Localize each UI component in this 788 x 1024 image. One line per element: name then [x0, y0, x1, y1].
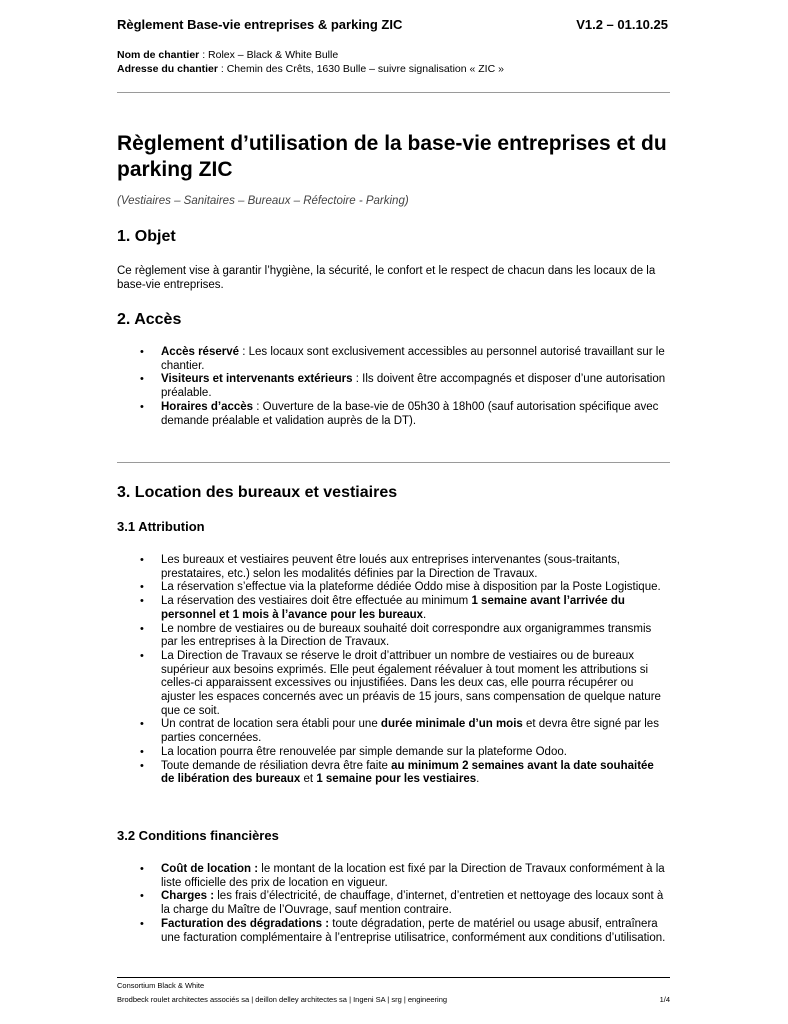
heading-acces: 2. Accès [117, 311, 182, 328]
list-item-bold: 1 semaine pour les vestiaires [316, 773, 477, 786]
list-item-text: : Les locaux sont exclusivement accessibles au personnel autorisé travaillant sur le chantier. [161, 346, 665, 372]
list-item [140, 554, 670, 581]
list-item [140, 595, 670, 622]
page-header [117, 17, 668, 32]
list-item-bold: Charges : [161, 890, 215, 903]
list-item-text: : Ouverture de la base-vie de 05h30 à 18h00 (sauf autorisation spécifique avec demande préalable et validation auprès de la DT). [161, 400, 659, 427]
list-item-text: . [476, 773, 480, 786]
list-item [140, 401, 670, 428]
list-item-text: Toute demande de résiliation devra être faite [161, 759, 392, 772]
list-item-text: Les bureaux et vestiaires peuvent être loués aux entreprises intervenantes (sous-traitants, prestataires, etc.) selon les modalités définies par la Direction de Travaux. [161, 554, 620, 580]
list-item [140, 746, 670, 760]
heading-attribution: 3.1 Attribution [117, 519, 205, 534]
list-item-bold: Coût de location : [161, 863, 259, 875]
list-item-text: et [300, 773, 317, 786]
list-item-text: La location pourra être renouvelée par simple demande sur la plateforme Odoo. [161, 745, 567, 758]
list-item-text: Un contrat de location sera établi pour une [161, 718, 381, 731]
heading-objet: 1. Objet [117, 228, 176, 245]
list-item-text: le montant de la location est fixé par la Direction de Travaux conformément à la liste officielle des prix de location en vigueur. [161, 863, 665, 889]
page-footer [117, 977, 670, 1005]
list-item [140, 863, 670, 890]
list-item-text: . [423, 608, 427, 621]
list-item [140, 718, 670, 745]
site-name-label: Nom de chantier [117, 49, 200, 61]
list-item-bold: Horaires d’accès [161, 400, 254, 413]
header-doc-title: Règlement Base-vie entreprises & parking ZIC [117, 17, 403, 32]
list-item [140, 623, 670, 650]
list-item [140, 918, 670, 945]
site-name-value: Rolex – Black & White Bulle [208, 49, 339, 61]
objet-text: Ce règlement vise à garantir l’hygiène, la sécurité, le confort et le respect de chacun dans les locaux de la base-vie entreprises. [117, 265, 656, 291]
site-address-value: Chemin des Crêts, 1630 Bulle – suivre signalisation « ZIC » [226, 62, 504, 75]
list-item-text: La Direction de Travaux se réserve le droit d’attribuer un nombre de vestiaires ou de bureaux supérieur aux besoins exprimés. Elle peut également réévaluer à tout moment les attributions si celles-ci apparaissent excessives ou injustifiées. Dans les deux cas, elle pourra récupérer ou ajuster les espaces concernés avec un préavis de 15 jours, sans compensation de quelque nature que ce soit. [161, 649, 661, 717]
list-item-bold: au minimum 2 semaines avant la date souhaitée de libération des bureaux [161, 759, 654, 786]
list-item-text: toute dégradation, perte de matériel ou usage abusif, entraînera une facturation complémentaire à l’entreprise utilisatrice, conformément aux conditions d’utilisation. [161, 917, 666, 944]
list-item-text: La réservation des vestiaires doit être effectuée au minimum [161, 595, 472, 608]
list-item [140, 890, 670, 917]
list-item-bold: Accès réservé [161, 346, 240, 358]
acces-list [140, 346, 670, 428]
list-item [140, 760, 670, 787]
list-item-text: et devra être signé par les parties concernées. [161, 718, 659, 745]
list-item-bold: Visiteurs et intervenants extérieurs [161, 373, 353, 386]
header-version: V1.2 – 01.10.25 [576, 17, 668, 32]
list-item-text: : Ils doivent être accompagnés et disposer d’une autorisation préalable. [161, 373, 666, 400]
page-number: 1/4 [659, 995, 670, 1004]
list-item-text: les frais d’électricité, de chauffage, d’internet, d’entretien et nettoyage des locaux sont à la charge du Maître de l’Ouvrage, sauf mention contraire. [161, 890, 664, 917]
page-subtitle: (Vestiaires – Sanitaires – Bureaux – Réfectoire - Parking) [117, 195, 409, 207]
footer-consortium: Consortium Black & White [117, 981, 205, 990]
list-item-bold: Facturation des dégradations : [161, 917, 330, 930]
site-meta: Nom de chantier : Rolex – Black & White Bulle Adresse du chantier : Chemin des Crêts, 1630 Bulle – suivre signalisation « ZIC » [117, 49, 504, 75]
section-divider [117, 462, 670, 463]
list-item [140, 650, 670, 719]
list-item [140, 373, 670, 400]
list-item [140, 346, 670, 373]
list-item [140, 581, 670, 595]
financial-list [140, 863, 670, 945]
heading-location: 3. Location des bureaux et vestiaires [117, 484, 398, 501]
site-address-label: Adresse du chantier [117, 62, 218, 75]
list-item-bold: durée minimale d’un mois [380, 718, 523, 731]
page-title: Règlement d’utilisation de la base-vie entreprises et du parking ZIC [117, 132, 667, 181]
heading-financial: 3.2 Conditions financières [117, 828, 279, 843]
header-divider [117, 92, 670, 93]
list-item-bold: 1 semaine avant l’arrivée du personnel et 1 mois à l’avance pour les bureaux [161, 595, 625, 621]
attribution-list [140, 554, 670, 787]
footer-partners: Brodbeck roulet architectes associés sa | deillon delley architectes sa | Ingeni SA | srg | engineering [117, 995, 448, 1004]
list-item-text: La réservation s’effectue via la plateforme dédiée Oddo mise à disposition par la Poste Logistique. [161, 581, 661, 594]
list-item-text: Le nombre de vestiaires ou de bureaux souhaité doit correspondre aux organigrammes transmis par les entreprises à la Direction de Travaux. [161, 622, 652, 649]
